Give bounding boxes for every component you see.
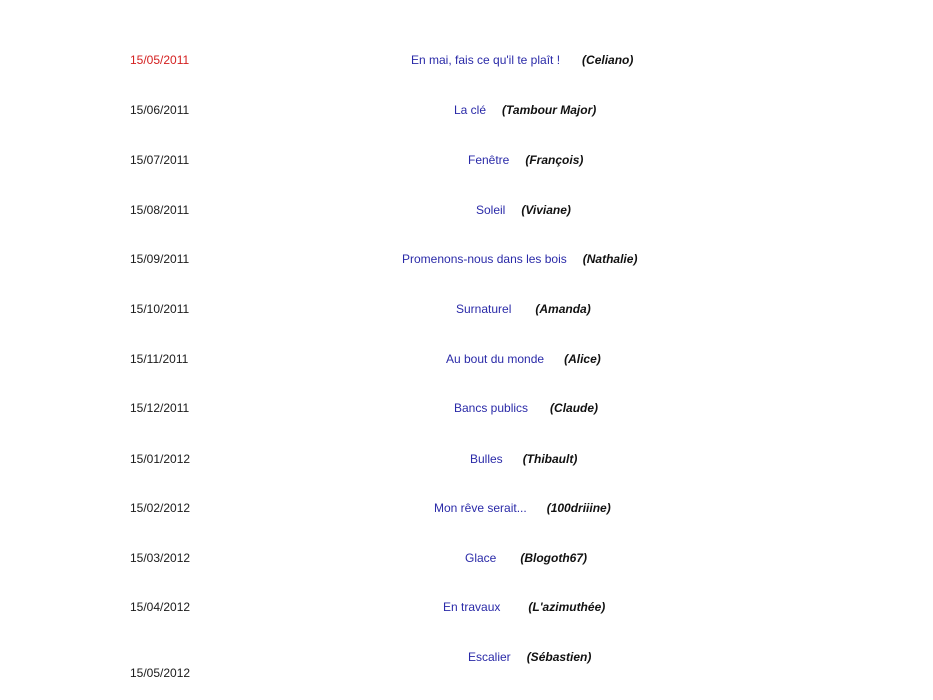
- list-item: [0, 351, 933, 371]
- entry-author: (Blogoth67): [520, 551, 588, 565]
- entry-author: (Celiano): [582, 53, 634, 67]
- entry-date: 15/05/2011: [130, 53, 190, 67]
- entry-text: [468, 152, 583, 168]
- entry-date: 15/09/2011: [130, 252, 190, 266]
- list-item: [0, 301, 933, 321]
- entry-text: [454, 400, 598, 416]
- entry-author: (Alice): [564, 352, 601, 366]
- entry-author: (Nathalie): [582, 252, 638, 266]
- list-item: [0, 251, 933, 271]
- list-item: [0, 152, 933, 172]
- entry-author: (L'azimuthée): [528, 600, 606, 614]
- entry-date: 15/06/2011: [130, 103, 190, 117]
- list-item: [0, 599, 933, 619]
- list-item: [0, 550, 933, 570]
- list-item: [0, 500, 933, 520]
- entry-date: 15/02/2012: [130, 501, 191, 515]
- entry-author: (François): [525, 153, 584, 167]
- entry-title: En travaux: [443, 600, 501, 614]
- entry-text: [454, 102, 596, 118]
- entry-text: [468, 649, 591, 665]
- entry-date: 15/08/2011: [130, 203, 190, 217]
- entry-title: Bulles: [470, 452, 503, 466]
- entry-date: 15/03/2012: [130, 551, 191, 565]
- entry-author: (Claude): [550, 401, 599, 415]
- entry-title: Surnaturel: [456, 302, 512, 316]
- entry-date: 15/10/2011: [130, 302, 190, 316]
- entry-title: Soleil: [476, 203, 506, 217]
- entry-text: [446, 351, 601, 367]
- list-item: [0, 649, 933, 689]
- entry-text: [470, 451, 577, 467]
- entry-author: (Sébastien): [526, 650, 592, 664]
- entry-title: Mon rêve serait...: [434, 501, 527, 515]
- entry-text: [476, 202, 571, 218]
- entry-text: [465, 550, 587, 566]
- list-item: [0, 451, 933, 471]
- entry-author: (Amanda): [535, 302, 591, 316]
- entry-date: 15/05/2012: [130, 666, 191, 680]
- entry-title: En mai, fais ce qu'il te plaît !: [411, 53, 561, 67]
- entry-title: Au bout du monde: [446, 352, 545, 366]
- entry-date: 15/01/2012: [130, 452, 191, 466]
- entry-text: [434, 500, 611, 516]
- entry-date: 15/11/2011: [130, 352, 189, 366]
- entry-date: 15/12/2011: [130, 401, 190, 415]
- list-item: [0, 202, 933, 222]
- entry-text: [402, 251, 637, 267]
- entry-text: [411, 52, 633, 68]
- entry-title: Glace: [465, 551, 497, 565]
- entry-author: (Viviane): [521, 203, 571, 217]
- entry-author: (100driiine): [546, 501, 611, 515]
- entry-title: Fenêtre: [468, 153, 510, 167]
- entry-title: Bancs publics: [454, 401, 529, 415]
- list-item: [0, 52, 933, 72]
- entry-text: [456, 301, 591, 317]
- entry-date: 15/07/2011: [130, 153, 190, 167]
- entry-title: La clé: [454, 103, 487, 117]
- entry-title: Escalier: [468, 650, 511, 664]
- entry-author: (Tambour Major): [502, 103, 597, 117]
- entry-title: Promenons-nous dans les bois: [402, 252, 567, 266]
- list-item: [0, 400, 933, 420]
- entry-author: (Thibault): [522, 452, 578, 466]
- entry-text: [443, 599, 605, 615]
- list-item: [0, 102, 933, 122]
- entry-date: 15/04/2012: [130, 600, 191, 614]
